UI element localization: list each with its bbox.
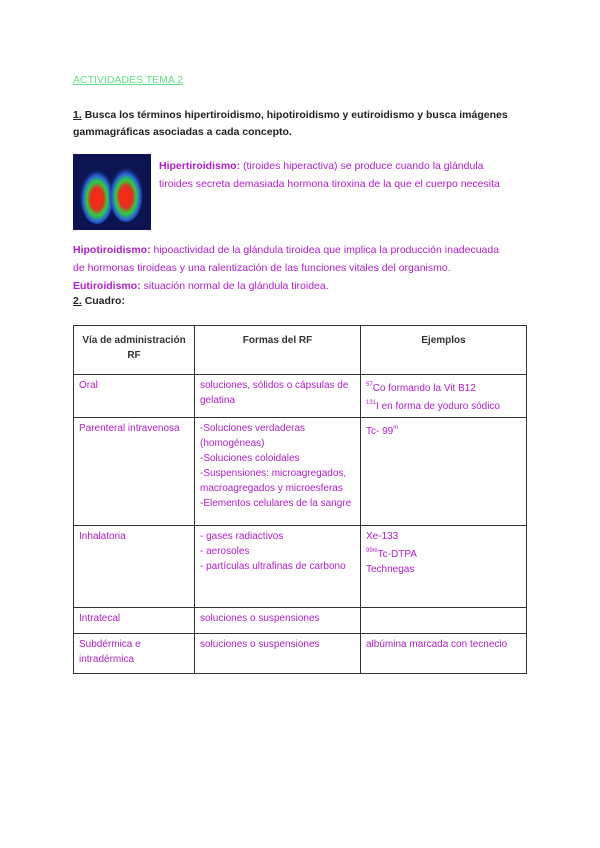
cell-via: Subdérmica e intradérmica bbox=[74, 634, 195, 674]
hipertiroidismo-line-2: tiroides secreta demasiada hormona tiroxina de la que el cuerpo necesita bbox=[159, 178, 500, 190]
hipotiroidismo-paragraph bbox=[73, 241, 543, 295]
ejemplo-item: $^{131}$I en forma de yoduro sódico bbox=[366, 400, 500, 412]
cell-via: Parenteral intravenosa bbox=[74, 418, 195, 526]
forma-item: -Suspensiones: microagregados, macroagregados y microesferas bbox=[200, 468, 347, 494]
document-title: ACTIVIDADES TEMA 2 bbox=[73, 74, 184, 86]
eutiroidismo-text: situación normal de la glándula tiroidea. bbox=[143, 280, 329, 292]
cell-via: Oral bbox=[74, 375, 195, 418]
cell-formas bbox=[195, 418, 361, 526]
cell-ejemplos bbox=[361, 526, 527, 608]
hipertiroidismo-line-1: (tiroides hiperactiva) se produce cuando la glándula bbox=[243, 160, 484, 172]
table-header-row bbox=[74, 326, 527, 375]
table-row bbox=[74, 526, 527, 608]
isotope-superscript: 131 bbox=[366, 400, 377, 406]
question-1 bbox=[73, 107, 533, 141]
ejemplo-item: Technegas bbox=[366, 564, 415, 575]
table-row bbox=[74, 634, 527, 674]
header-formas: Formas del RF bbox=[195, 326, 361, 375]
hipotiroidismo-term: Hipotiroidismo: bbox=[73, 244, 151, 256]
cell-via: Inhalatoria bbox=[74, 526, 195, 608]
thyroid-scan-image bbox=[73, 154, 151, 230]
question-1-text: Busca los términos hipertiroidismo, hipotiroidismo y eutiroidismo y busca imágenes gammagráficas asociadas a cada concepto. bbox=[73, 109, 508, 138]
cell-via: Intratecal bbox=[74, 608, 195, 634]
table-row bbox=[74, 375, 527, 418]
rf-table bbox=[73, 325, 527, 674]
hipertiroidismo-paragraph bbox=[159, 157, 539, 193]
ejemplo-item: albúmina marcada con tecnecio bbox=[366, 639, 508, 650]
hipertiroidismo-term: Hipertiroidismo: bbox=[159, 160, 241, 172]
cell-formas bbox=[195, 608, 361, 634]
isotope-superscript: 99m bbox=[366, 548, 378, 554]
forma-item: - partículas ultrafinas de carbono bbox=[200, 561, 346, 572]
isotope-superscript: 57 bbox=[366, 382, 373, 388]
cell-formas bbox=[195, 526, 361, 608]
question-2-number: 2. bbox=[73, 295, 82, 307]
cell-ejemplos bbox=[361, 634, 527, 674]
cell-ejemplos bbox=[361, 418, 527, 526]
hipotiroidismo-line-1: hipoactividad de la glándula tiroidea que implica la producción inadecuada bbox=[153, 244, 500, 256]
cell-formas bbox=[195, 375, 361, 418]
forma-item: -Elementos celulares de la sangre bbox=[200, 498, 352, 509]
ejemplo-item: $^{99m}$Tc-DTPA bbox=[366, 548, 417, 560]
forma-item: soluciones o suspensiones bbox=[200, 639, 320, 650]
forma-item: -Soluciones verdaderas (homogéneas) bbox=[200, 423, 306, 449]
ejemplo-item: $^{57}$Co formando la Vit B12 bbox=[366, 382, 476, 394]
table-row bbox=[74, 608, 527, 634]
metastable-superscript: m bbox=[393, 425, 399, 431]
thyroid-scan-graphic bbox=[73, 154, 151, 230]
forma-item: soluciones, sólidos o cápsulas de gelatina bbox=[200, 380, 349, 406]
header-ejemplos: Ejemplos bbox=[361, 326, 527, 375]
table-row bbox=[74, 418, 527, 526]
header-via: Vía de administración RF bbox=[74, 326, 195, 375]
question-2-text: Cuadro: bbox=[84, 295, 125, 307]
hipotiroidismo-line-2: de hormonas tiroideas y una ralentización de las funciones vitales del organismo. bbox=[73, 262, 451, 274]
cell-ejemplos bbox=[361, 375, 527, 418]
question-2 bbox=[73, 293, 533, 310]
forma-item: - aerosoles bbox=[200, 546, 250, 557]
forma-item: - gases radiactivos bbox=[200, 531, 284, 542]
forma-item: soluciones o suspensiones bbox=[200, 613, 320, 624]
cell-formas bbox=[195, 634, 361, 674]
ejemplo-item: Tc- 99$^m$ bbox=[366, 425, 399, 437]
eutiroidismo-term: Eutiroidismo: bbox=[73, 280, 141, 292]
ejemplo-item: Xe-133 bbox=[366, 531, 399, 542]
forma-item: -Soluciones coloidales bbox=[200, 453, 300, 464]
question-1-number: 1. bbox=[73, 109, 82, 121]
cell-ejemplos bbox=[361, 608, 527, 634]
